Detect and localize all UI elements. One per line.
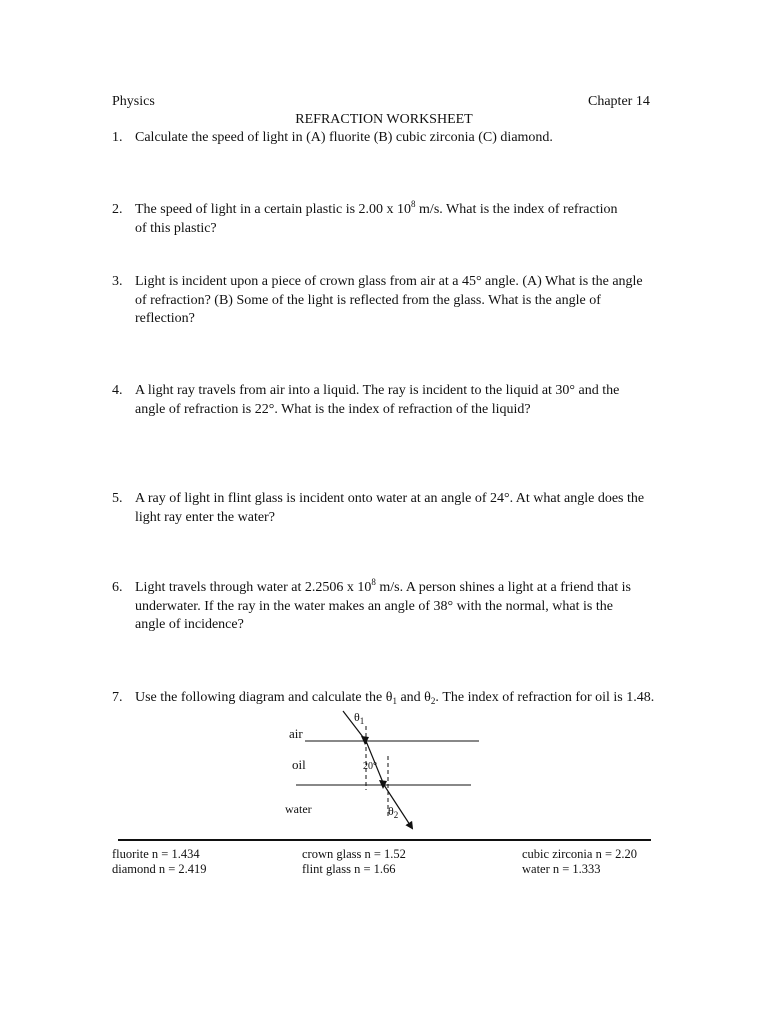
subject-label: Physics xyxy=(112,94,155,109)
oil-label: oil xyxy=(292,757,306,772)
question-text-part: and θ xyxy=(396,690,431,705)
question-text-part: Light travels through water at 2.2506 x 10 xyxy=(135,580,372,595)
reference-item: crown glass n = 1.52 xyxy=(302,847,406,861)
question-number: 4. xyxy=(112,383,123,398)
angle-label-20: 20° xyxy=(363,761,377,772)
reference-divider xyxy=(118,839,651,841)
subscript: 1 xyxy=(392,696,397,706)
air-label: air xyxy=(289,726,303,741)
exponent: 8 xyxy=(411,199,416,209)
chapter-label: Chapter 14 xyxy=(588,94,650,109)
reference-item: diamond n = 2.419 xyxy=(112,862,207,876)
subscript: 1 xyxy=(359,716,365,726)
subscript: 2 xyxy=(393,810,399,820)
question-text-part: . The index of refraction for oil is 1.48. xyxy=(435,690,655,705)
question-number: 6. xyxy=(112,580,123,595)
question-text: A ray of light in flint glass is incident onto water at an angle of 24°. At what angle does the light ray enter the water? xyxy=(135,491,645,525)
question-text: Light is incident upon a piece of crown glass from air at a 45° angle. (A) What is the angle of refraction? (B) Some of the light is reflected from the glass. What is the angle of reflection? xyxy=(135,274,643,326)
question-number: 7. xyxy=(112,690,123,705)
question-text-part: m/s. A person shines a light at a friend that is underwater. If the ray in the water makes an angle of 38° with the normal, what is the angle of incidence? xyxy=(135,580,631,632)
question-text-part: Use the following diagram and calculate the θ xyxy=(135,690,393,705)
question-text: A light ray travels from air into a liquid. The ray is incident to the liquid at 30° and the angle of refraction is 22°. What is the index of refraction of the liquid? xyxy=(135,383,620,417)
water-label: water xyxy=(285,802,312,816)
subscript: 2 xyxy=(430,696,436,706)
reference-item: cubic zirconia n = 2.20 xyxy=(522,847,637,861)
theta-symbol: θ xyxy=(388,804,394,818)
question-number: 1. xyxy=(112,130,123,145)
theta-symbol: θ xyxy=(354,710,360,724)
question-number: 2. xyxy=(112,202,123,217)
reference-item: water n = 1.333 xyxy=(522,862,601,876)
reference-item: fluorite n = 1.434 xyxy=(112,847,200,861)
question-text: Calculate the speed of light in (A) fluorite (B) cubic zirconia (C) diamond. xyxy=(135,130,553,145)
question-text-part: The speed of light in a certain plastic is 2.00 x 10 xyxy=(135,202,412,217)
worksheet-title: REFRACTION WORKSHEET xyxy=(295,112,473,127)
question-number: 5. xyxy=(112,491,123,506)
theta1-label xyxy=(354,710,364,724)
exponent: 8 xyxy=(371,577,376,587)
reference-item: flint glass n = 1.66 xyxy=(302,862,396,876)
question-number: 3. xyxy=(112,274,123,289)
question-text-part: m/s. What is the index of refraction of this plastic? xyxy=(135,202,618,236)
theta2-label xyxy=(388,804,398,818)
